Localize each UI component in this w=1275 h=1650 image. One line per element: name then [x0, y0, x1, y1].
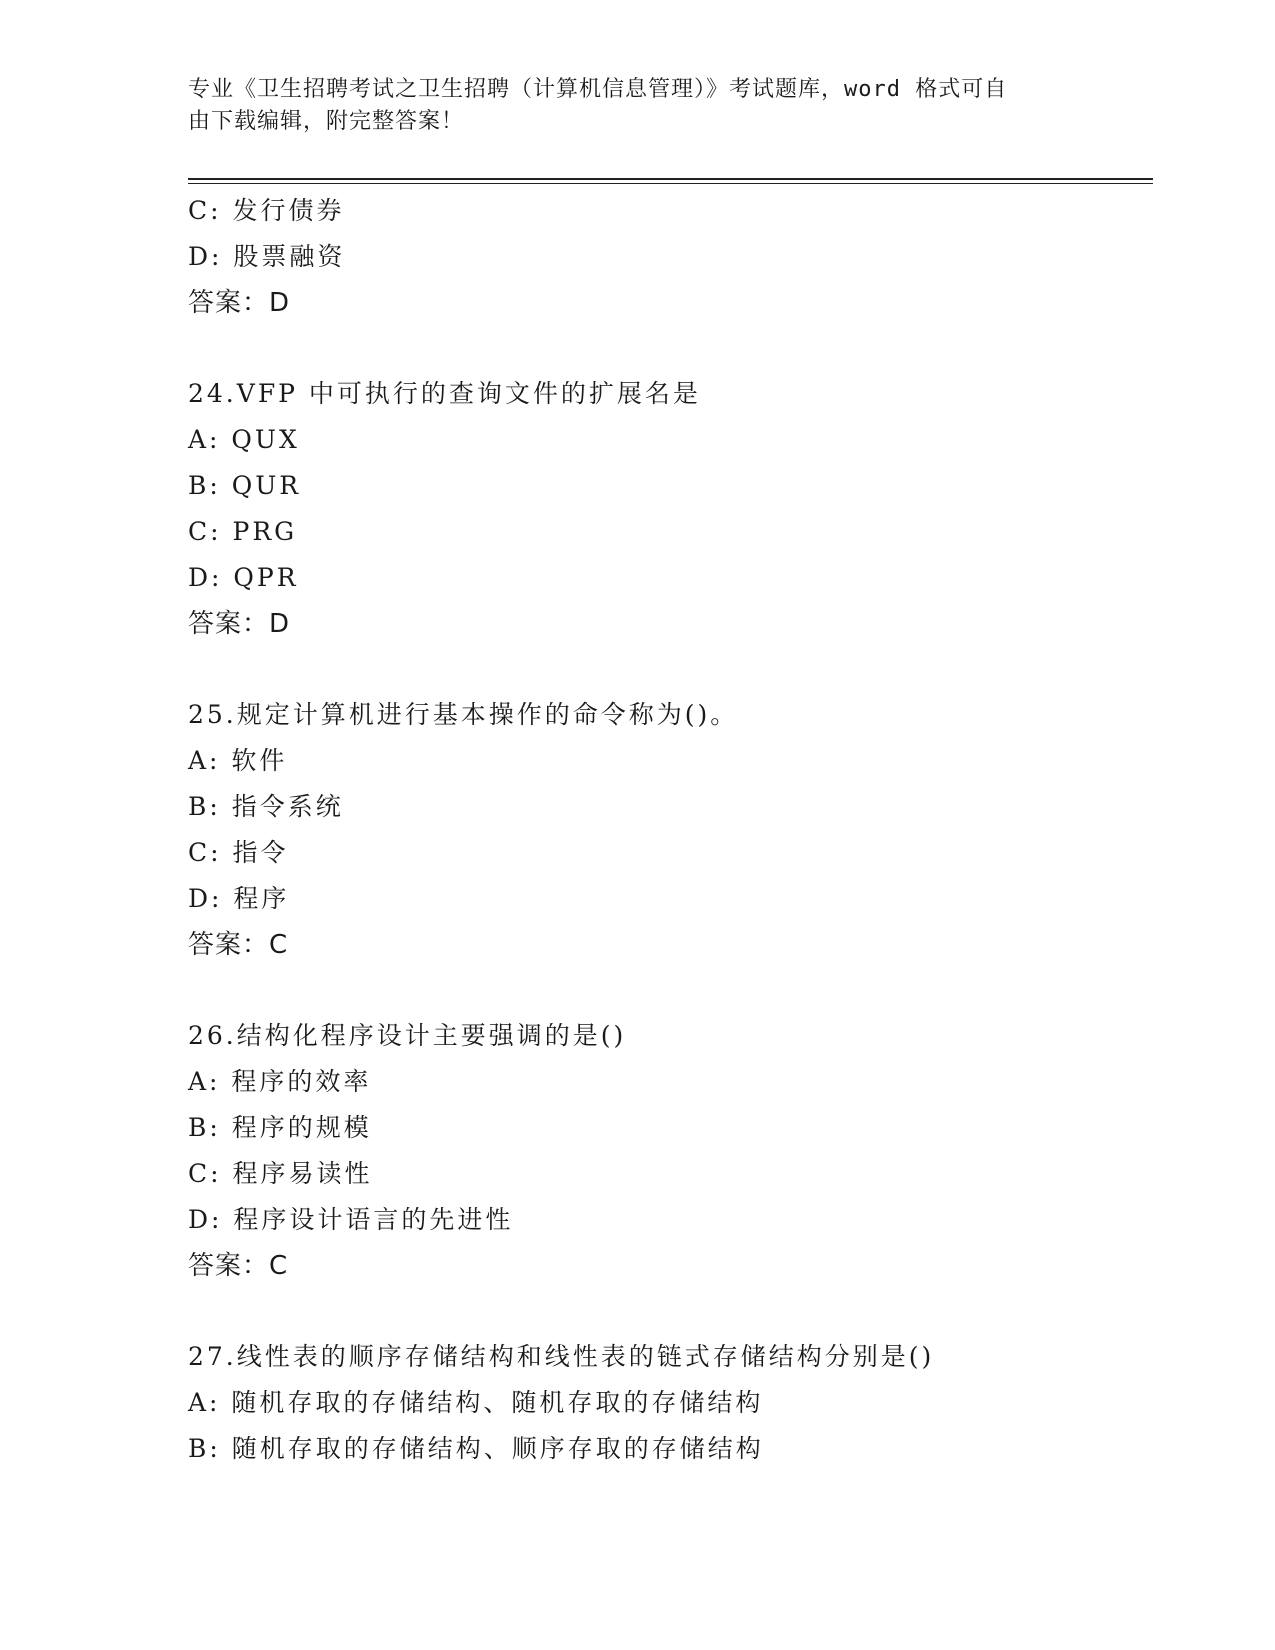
option-c: C: 指令 — [188, 838, 289, 867]
option-d: D: 程序设计语言的先进性 — [188, 1205, 514, 1234]
question-stem: 27.线性表的顺序存储结构和线性表的链式存储结构分别是() — [188, 1342, 935, 1371]
answer: 答案：D — [188, 288, 291, 318]
option-d: D: 股票融资 — [188, 242, 346, 271]
option-a: A: 随机存取的存储结构、随机存取的存储结构 — [188, 1388, 764, 1417]
option-b: B: 程序的规模 — [188, 1113, 372, 1142]
option-c: C: 发行债券 — [188, 196, 345, 225]
header-rule-thin — [188, 183, 1153, 184]
answer: 答案：C — [188, 930, 289, 960]
question-content — [188, 188, 1148, 1472]
question-stem: 26.结构化程序设计主要强调的是() — [188, 1021, 627, 1050]
document-header — [188, 74, 1068, 138]
option-a: A: 程序的效率 — [188, 1067, 372, 1096]
option-d: D: QPR — [188, 563, 299, 592]
question-27 — [188, 1334, 1148, 1472]
question-23-partial — [188, 188, 1148, 326]
option-b: B: 随机存取的存储结构、顺序存取的存储结构 — [188, 1434, 764, 1463]
header-line-2: 由下载编辑，附完整答案！ — [188, 109, 465, 134]
answer: 答案：D — [188, 609, 291, 639]
header-rule-thick — [188, 178, 1153, 180]
option-a: A: QUX — [188, 425, 300, 454]
option-a: A: 软件 — [188, 746, 288, 775]
question-26 — [188, 1013, 1148, 1289]
question-stem: 25.规定计算机进行基本操作的命令称为()。 — [188, 700, 739, 729]
question-25 — [188, 692, 1148, 968]
option-b: B: QUR — [188, 471, 302, 500]
option-c: C: PRG — [188, 517, 298, 546]
option-b: B: 指令系统 — [188, 792, 344, 821]
option-d: D: 程序 — [188, 884, 290, 913]
answer: 答案：C — [188, 1251, 289, 1281]
question-stem: 24.VFP 中可执行的查询文件的扩展名是 — [188, 379, 701, 408]
header-line-1: 专业《卫生招聘考试之卫生招聘（计算机信息管理）》考试题库，word 格式可自 — [188, 77, 1008, 102]
question-24 — [188, 371, 1148, 647]
option-c: C: 程序易读性 — [188, 1159, 373, 1188]
